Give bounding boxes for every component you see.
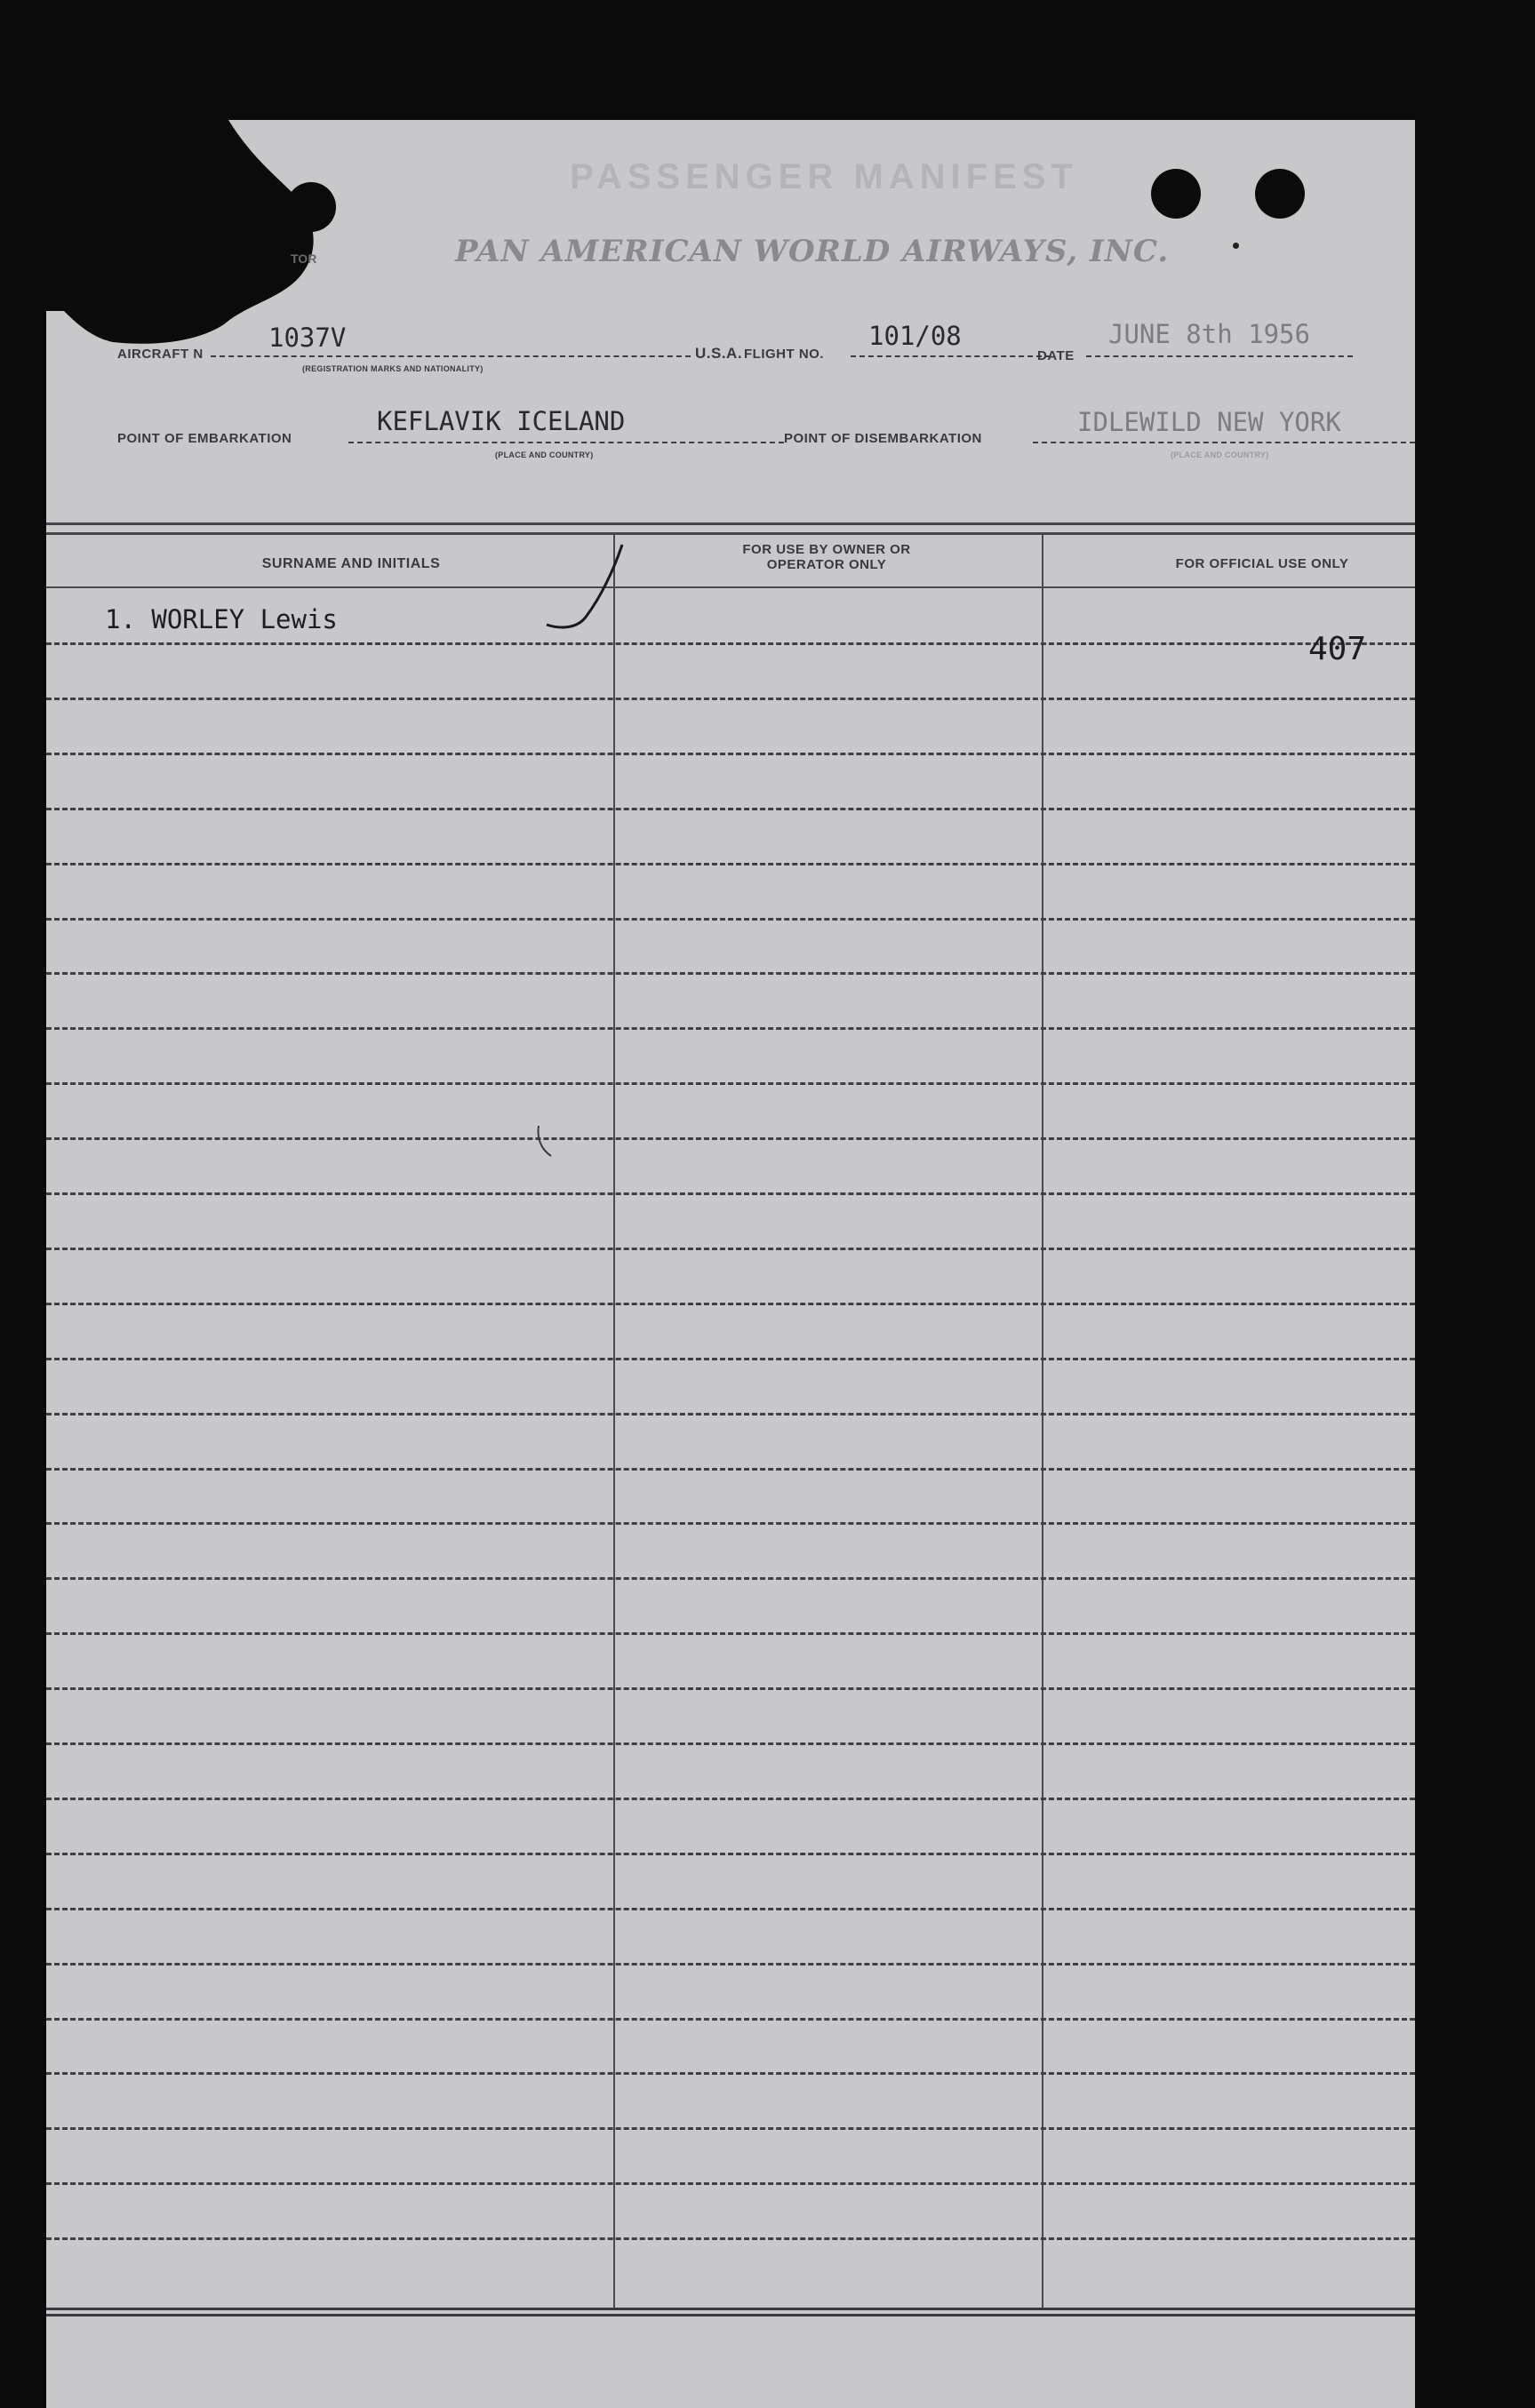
embarkation-underline	[348, 442, 784, 443]
table-rule	[46, 1027, 1415, 1030]
table-rule	[46, 586, 1415, 588]
table-rule	[46, 2182, 1415, 2185]
passenger-surname: 1. WORLEY Lewis	[105, 604, 338, 634]
header-surname: SURNAME AND INITIALS	[261, 556, 441, 571]
table-rule	[46, 753, 1415, 755]
table-rule	[46, 1632, 1415, 1635]
table-rule	[46, 2308, 1415, 2310]
flight-label: FLIGHT NO.	[744, 347, 824, 362]
table-rule	[46, 2018, 1415, 2021]
table-rule	[46, 642, 1415, 645]
operator-label: TOR	[291, 251, 317, 266]
usa-label: U.S.A.	[695, 345, 743, 362]
aircraft-underline	[211, 355, 691, 357]
table-rule	[46, 808, 1415, 810]
flight-underline	[851, 355, 1051, 357]
disembarkation-sublabel: (PLACE AND COUNTRY)	[1171, 451, 1269, 459]
date-underline	[1086, 355, 1353, 357]
column-divider-2	[1042, 532, 1043, 2308]
table-rule	[46, 1192, 1415, 1195]
date-value: JUNE 8th 1956	[1108, 319, 1310, 349]
header-owner-use: FOR USE BY OWNER OR OPERATOR ONLY	[742, 542, 911, 572]
table-rule	[46, 1963, 1415, 1965]
checkmark	[538, 540, 627, 629]
passenger-official-use: 407	[1308, 631, 1367, 667]
table-rule	[46, 972, 1415, 975]
table-top-rule-2	[46, 532, 1415, 535]
table-rule	[46, 1577, 1415, 1580]
manifest-title: PASSENGER MANIFEST	[570, 157, 1078, 196]
table-rule	[46, 1082, 1415, 1085]
embarkation-sublabel: (PLACE AND COUNTRY)	[495, 451, 594, 459]
table-rule	[46, 2237, 1415, 2240]
table-rule	[46, 1303, 1415, 1305]
table-rule	[46, 2314, 1415, 2316]
table-rule	[46, 2127, 1415, 2130]
table-rule	[46, 1908, 1415, 1910]
table-rule	[46, 1248, 1415, 1250]
aircraft-value: 1037V	[268, 323, 347, 353]
table-rule	[46, 698, 1415, 700]
table-rule	[46, 1742, 1415, 1745]
table-rule	[46, 1798, 1415, 1800]
table-rule	[46, 1137, 1415, 1140]
disembarkation-underline	[1033, 442, 1415, 443]
table-rule	[46, 2072, 1415, 2075]
table-rule	[46, 1853, 1415, 1855]
aircraft-label: AIRCRAFT N	[117, 347, 204, 362]
table-rule	[46, 918, 1415, 921]
date-label: DATE	[1037, 348, 1075, 363]
punch-hole-right	[1255, 169, 1305, 219]
embarkation-label: POINT OF EMBARKATION	[117, 431, 292, 446]
table-rule	[46, 1522, 1415, 1525]
punch-hole-left	[286, 182, 336, 232]
table-top-rule	[46, 522, 1415, 525]
table-rule	[46, 1468, 1415, 1471]
flight-value: 101/08	[868, 321, 962, 351]
disembarkation-label: POINT OF DISEMBARKATION	[784, 431, 982, 446]
table-rule	[46, 1358, 1415, 1360]
airline-name: PAN AMERICAN WORLD AIRWAYS, INC.	[455, 234, 1170, 269]
disembarkation-value: IDLEWILD NEW YORK	[1077, 407, 1341, 437]
manifest-sheet	[46, 120, 1415, 2408]
embarkation-value: KEFLAVIK ICELAND	[377, 406, 626, 436]
aircraft-sublabel: (REGISTRATION MARKS AND NATIONALITY)	[302, 364, 484, 373]
table-rule	[46, 863, 1415, 865]
torn-corner	[46, 120, 340, 351]
column-divider-1	[613, 532, 615, 2308]
ink-mark	[532, 1124, 558, 1160]
table-rule	[46, 1687, 1415, 1690]
header-official-use: FOR OFFICIAL USE ONLY	[1175, 556, 1349, 571]
table-rule	[46, 1413, 1415, 1415]
punch-hole-center	[1151, 169, 1201, 219]
